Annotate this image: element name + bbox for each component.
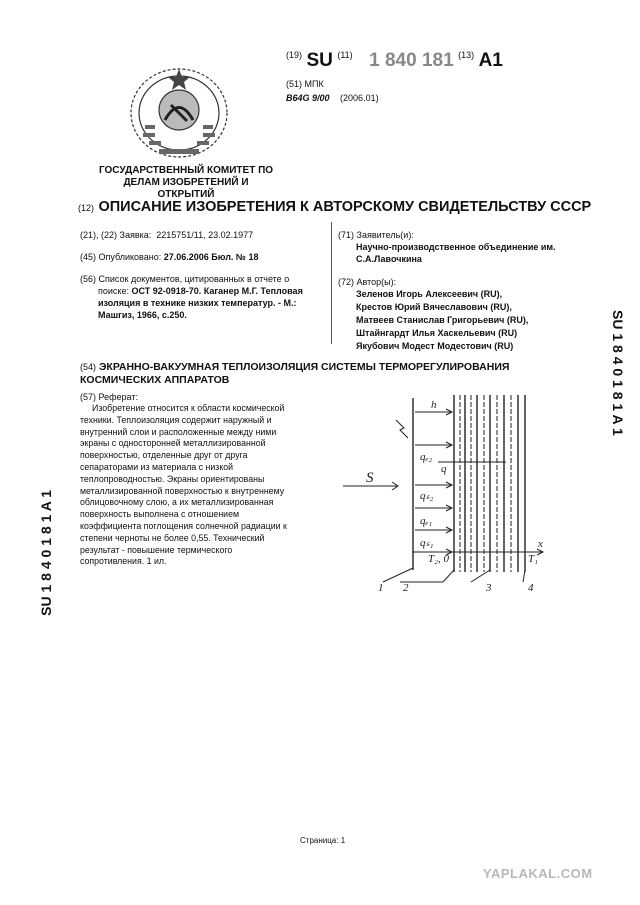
- refs-prefix: поиске:: [98, 286, 129, 296]
- published-label: (45) Опубликовано:: [80, 252, 162, 262]
- abstract-label: (57) Реферат:: [80, 392, 138, 402]
- abstract-line: коэффициента поглощения солнечной радиации к: [80, 520, 287, 531]
- abstract-line: степени черноты не более 0,55. Технический: [80, 532, 265, 543]
- label-S: S: [366, 470, 374, 486]
- abstract-text: [80, 403, 308, 568]
- abstract-line: поверхностью, отделенные друг от друга: [80, 450, 248, 461]
- refs-line4: Машгиз, 1966, с.250.: [98, 310, 187, 320]
- label-4: 4: [528, 582, 534, 594]
- abstract-line: техники. Теплоизоляция содержит наружный и: [80, 414, 272, 425]
- country-code: SU: [306, 50, 333, 71]
- abstract-line: металлизированной поверхностью к внутреннему: [80, 485, 285, 496]
- abstract-line: результат - повышение термического: [80, 544, 233, 555]
- abstract-line: облицовочному слою, а их металлизированная: [80, 497, 274, 508]
- refs-value: ОСТ 92-0918-70. Каганер М.Г. Тепловая: [131, 286, 303, 296]
- watermark: YAPLAKAL.COM: [483, 866, 593, 881]
- label-qe1: qₑ₁: [420, 515, 433, 527]
- label-h: h: [431, 399, 437, 411]
- committee-line2: ДЕЛАМ ИЗОБРЕТЕНИЙ И ОТКРЫТИЙ: [123, 177, 249, 200]
- application-label: (21), (22) Заявка:: [80, 230, 152, 240]
- author-2: Крестов Юрий Вячеславович (RU),: [356, 302, 512, 312]
- ipc-class: B64G 9/00: [286, 93, 330, 103]
- insulation-diagram: [338, 390, 553, 595]
- invention-title-line2: КОСМИЧЕСКИХ АППАРАТОВ: [80, 374, 230, 386]
- abstract-line: Изобретение относится к области космической: [92, 403, 285, 413]
- author-4: Штайнгардт Илья Хаскельевич (RU): [356, 328, 518, 338]
- patent-number: 1 840 181: [369, 50, 454, 71]
- side-number-right: SU 1 8 4 0 1 8 1 A 1: [610, 310, 626, 436]
- label-q: q: [441, 463, 447, 475]
- label-1: 1: [378, 582, 384, 594]
- refs-line3: изоляция в технике низких температур. - М.:: [98, 298, 297, 308]
- code-11: (11): [337, 50, 353, 60]
- column-divider: [331, 222, 332, 344]
- ussr-emblem-image: [125, 65, 233, 165]
- abstract-line: сопротивления. 1 ил.: [80, 556, 167, 567]
- applicant-label: (71) Заявитель(и):: [338, 230, 414, 240]
- author-1: Зеленов Игорь Алексеевич (RU),: [356, 289, 503, 299]
- committee-line1: ГОСУДАРСТВЕННЫЙ КОМИТЕТ ПО: [98, 165, 274, 176]
- ipc-version: (2006.01): [340, 93, 379, 103]
- abstract-line: экраны с односторонней металлизированной: [80, 438, 266, 449]
- code-19: (19): [286, 50, 303, 60]
- authors-label: (72) Автор(ы):: [338, 277, 397, 287]
- label-qe2: qₑ₂: [420, 451, 433, 463]
- abstract-line: теплопроводностью. Экраны ориентированы: [80, 473, 265, 484]
- side-number-left: SU 1 8 4 0 1 8 1 A 1: [38, 490, 54, 616]
- refs-label: (56) Список документов, цитированных в отчете о: [80, 274, 290, 284]
- label-x: x: [538, 538, 543, 550]
- label-T2: T₂, 0: [428, 553, 449, 565]
- title-code: (12): [78, 203, 95, 213]
- applicant-line1: Научно-производственное объединение им.: [356, 242, 556, 252]
- abstract-line: сепараторами из материала с низкой: [80, 461, 234, 472]
- label-3: 3: [486, 582, 492, 594]
- label-qc2: qₛ₂: [420, 490, 434, 502]
- label-T1: T₁: [528, 553, 538, 565]
- document-title: ОПИСАНИЕ ИЗОБРЕТЕНИЯ К АВТОРСКОМУ СВИДЕТЕЛЬСТВУ СССР: [98, 199, 592, 215]
- label-qs1: qₛ₁: [420, 537, 434, 549]
- code-13: (13): [458, 50, 475, 60]
- page-number: Страница: 1: [300, 836, 346, 845]
- author-5: Якубович Модест Модестович (RU): [356, 341, 514, 351]
- mpk-label: (51) МПК: [286, 79, 324, 89]
- author-3: Матвеев Станислав Григорьевич (RU),: [356, 315, 529, 325]
- published-value: 27.06.2006 Бюл. № 18: [163, 252, 259, 262]
- invention-code: (54): [80, 362, 97, 372]
- application-value: 2215751/11, 23.02.1977: [156, 230, 254, 240]
- invention-title-line1: ЭКРАННО-ВАКУУМНАЯ ТЕПЛОИЗОЛЯЦИЯ СИСТЕМЫ ТЕРМОРЕГУЛИРОВАНИЯ: [98, 361, 510, 373]
- abstract-line: внутренний слои и расположенные между ними: [80, 426, 277, 437]
- label-2: 2: [403, 582, 409, 594]
- kind-code: A1: [478, 50, 503, 71]
- abstract-line: поверхность выполнена с отношением: [80, 509, 240, 520]
- patent-number-line: [286, 50, 503, 72]
- applicant-line2: С.А.Лавочкина: [356, 254, 422, 264]
